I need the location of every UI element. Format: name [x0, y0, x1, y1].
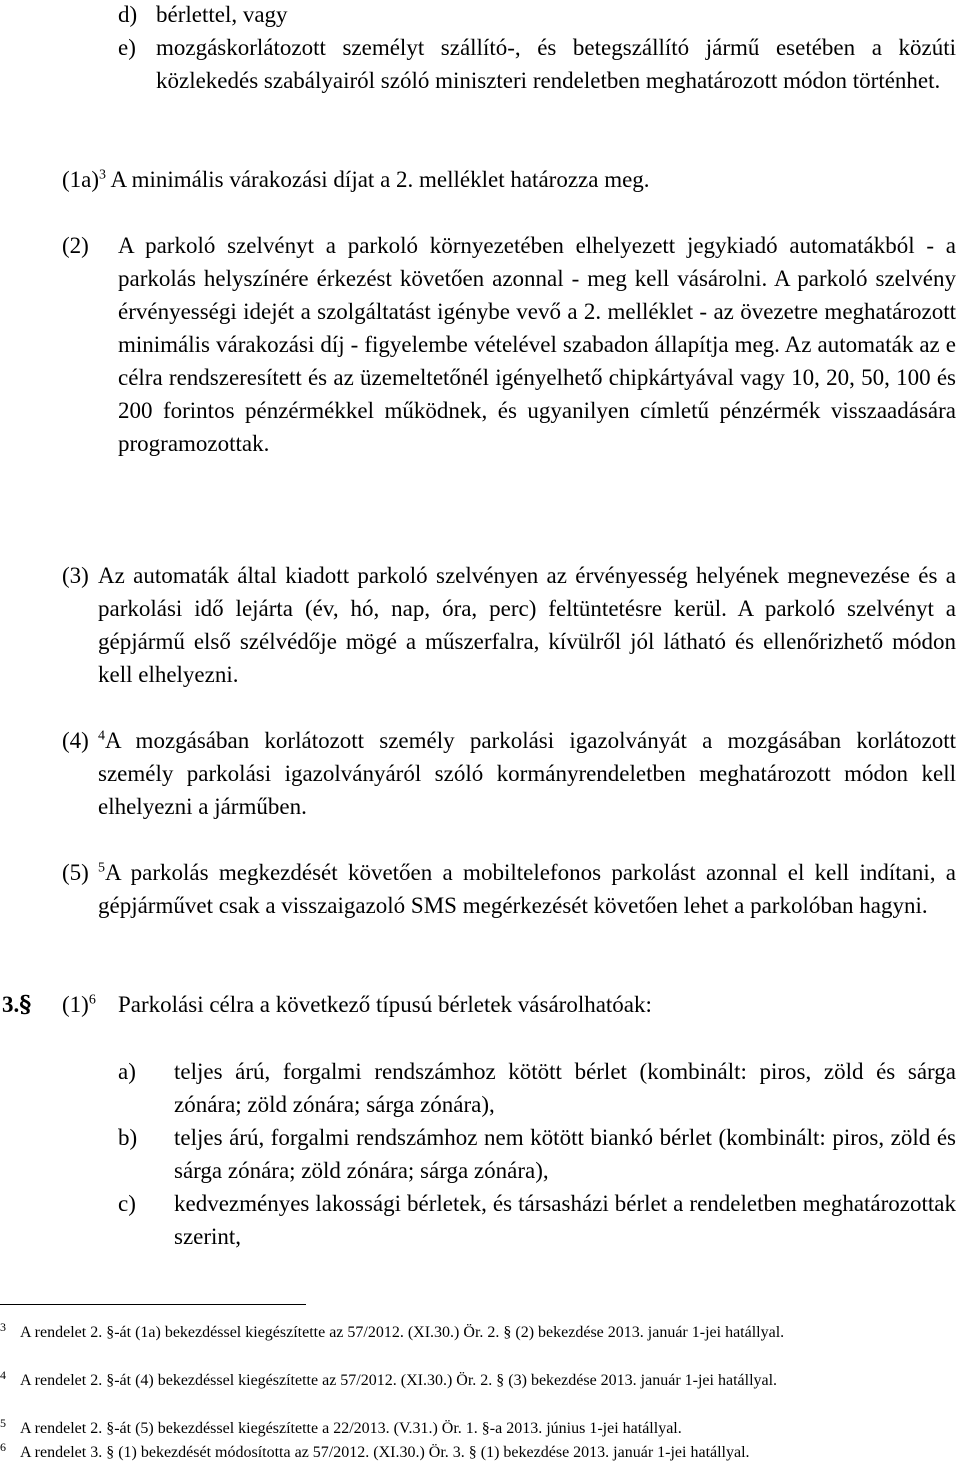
- footnote-number: 4: [0, 1368, 6, 1382]
- list-text: teljes árú, forgalmi rendszámhoz nem kötött biankó bérlet (kombinált: piros, zöld és sárga zónára; zöld zónára; sárga zónára),: [174, 1125, 956, 1183]
- footnote-6: [0, 1442, 958, 1464]
- footnote-text: A rendelet 2. §-át (4) bekezdéssel kiegészítette az 57/2012. (XI.30.) Ör. 2. § (3) bekezdése 2013. január 1-jei hatállyal.: [20, 1372, 778, 1389]
- list-label: c): [118, 1191, 136, 1216]
- list-label: b): [118, 1125, 138, 1150]
- footnote-number: 3: [0, 1320, 6, 1334]
- paragraph-label: (1a): [62, 167, 100, 192]
- footnote-3: [0, 1322, 958, 1344]
- footnote-number: 5: [0, 1416, 6, 1430]
- paragraph-text: A parkoló szelvényt a parkoló környezetében elhelyezett jegykiadó automatákból - a parkolás helyszínére érkezést követően azonnal - meg kell vásárolni. A parkoló szelvény érvényességi idejét a szolgáltatást igénybe vevő a 2. melléklet - az övezetre meghatározott minimális várakozási díj - figyelembe vételével szabadon állapítja meg. Az automaták az e célra rendszeresített és az üzemeltetőnél igényelhető chipkártyával vagy 10, 20, 50, 100 és 200 forintos pénzérmékkel működnek, és ugyanilyen címletű pénzérmék visszaadására programozottak.: [118, 233, 956, 456]
- list-item-e: [118, 31, 958, 130]
- list-label: a): [118, 1059, 136, 1084]
- list-item-d: [118, 0, 958, 31]
- footnote-ref: 4: [98, 728, 105, 744]
- paragraph-text: [98, 724, 956, 823]
- footnote-ref: 5: [98, 860, 105, 876]
- list-text: bérlettel, vagy: [156, 2, 288, 27]
- section-text: Parkolási célra a következő típusú bérletek vásárolhatóak:: [118, 992, 652, 1017]
- footnote-text: A rendelet 3. § (1) bekezdését módosította az 57/2012. (XI.30.) Ör. 3. § (1) bekezdése 2013. január 1-jei hatállyal.: [20, 1444, 750, 1461]
- footnote-separator: [0, 1304, 306, 1305]
- section-sign-icon: §: [19, 991, 32, 1018]
- footnote-text: A rendelet 2. §-át (5) bekezdéssel kiegészítette a 22/2013. (V.31.) Ör. 1. §-a 2013. június 1-jei hatállyal.: [20, 1420, 682, 1437]
- footnote-ref: 6: [88, 992, 96, 1008]
- list-item-a: [118, 1055, 958, 1121]
- footnote-number: 6: [0, 1440, 6, 1454]
- section-3-heading: [0, 988, 958, 1021]
- list-label: e): [118, 35, 136, 60]
- footnote-5: [0, 1418, 958, 1440]
- paragraph-2: [62, 229, 958, 529]
- paragraph-body: A mozgásában korlátozott személy parkolási igazolványát a mozgásában korlátozott személy parkolási igazolványáról szóló kormányrendeletben meghatározott módon kell elhelyezni a járműben.: [98, 728, 956, 819]
- paragraph-text: A minimális várakozási díjat a 2. melléklet határozza meg.: [106, 167, 650, 192]
- paragraph-body: A parkolás megkezdését követően a mobiltelefonos parkolást azonnal el kell indítani, a gépjárművet csak a visszaigazoló SMS megérkezését követően lehet a parkolóban hagyni.: [98, 860, 956, 918]
- list-label: d): [118, 2, 138, 27]
- paragraph-label: (4): [62, 728, 89, 753]
- list-item-b: [118, 1121, 958, 1187]
- paragraph-1a: [62, 163, 958, 196]
- section-paragraph-label: $(1)^6$: [62, 992, 96, 1017]
- paragraph-label: (2): [62, 233, 89, 258]
- list-item-c: [118, 1187, 958, 1253]
- paragraph-5: [62, 856, 958, 966]
- paragraph-4: [62, 724, 958, 834]
- list-text: kedvezményes lakossági bérletek, és társasházi bérlet a rendeletben meghatározottak szerint,: [174, 1191, 956, 1249]
- section-number: 3.§: [2, 991, 32, 1018]
- list-text: teljes árú, forgalmi rendszámhoz kötött bérlet (kombinált: piros, zöld és sárga zónára; zöld zónára; sárga zónára),: [174, 1059, 956, 1117]
- list-text: mozgáskorlátozott személyt szállító-, és betegszállító jármű esetében a közúti közlekedés szabályairól szóló miniszteri rendeletben meghatározott módon történhet.: [156, 35, 956, 93]
- paragraph-text: [98, 856, 956, 922]
- paragraph-3: [62, 559, 958, 699]
- paragraph-label: (3): [62, 563, 89, 588]
- footnote-ref: 3: [99, 167, 107, 183]
- footnote-4: [0, 1370, 958, 1392]
- paragraph-label: (5): [62, 860, 89, 885]
- footnote-text: A rendelet 2. §-át (1a) bekezdéssel kiegészítette az 57/2012. (XI.30.) Ör. 2. § (2) bekezdése 2013. január 1-jei hatállyal.: [20, 1324, 785, 1341]
- paragraph-text: Az automaták által kiadott parkoló szelvényen az érvényesség helyének megnevezése és a parkolási idő lejárta (év, hó, nap, óra, perc) feltüntetésre kerül. A parkoló szelvényt a gépjármű első szélvédője mögé a műszerfalra, kívülről jól látható és ellenőrizhető módon kell elhelyezni.: [98, 563, 956, 687]
